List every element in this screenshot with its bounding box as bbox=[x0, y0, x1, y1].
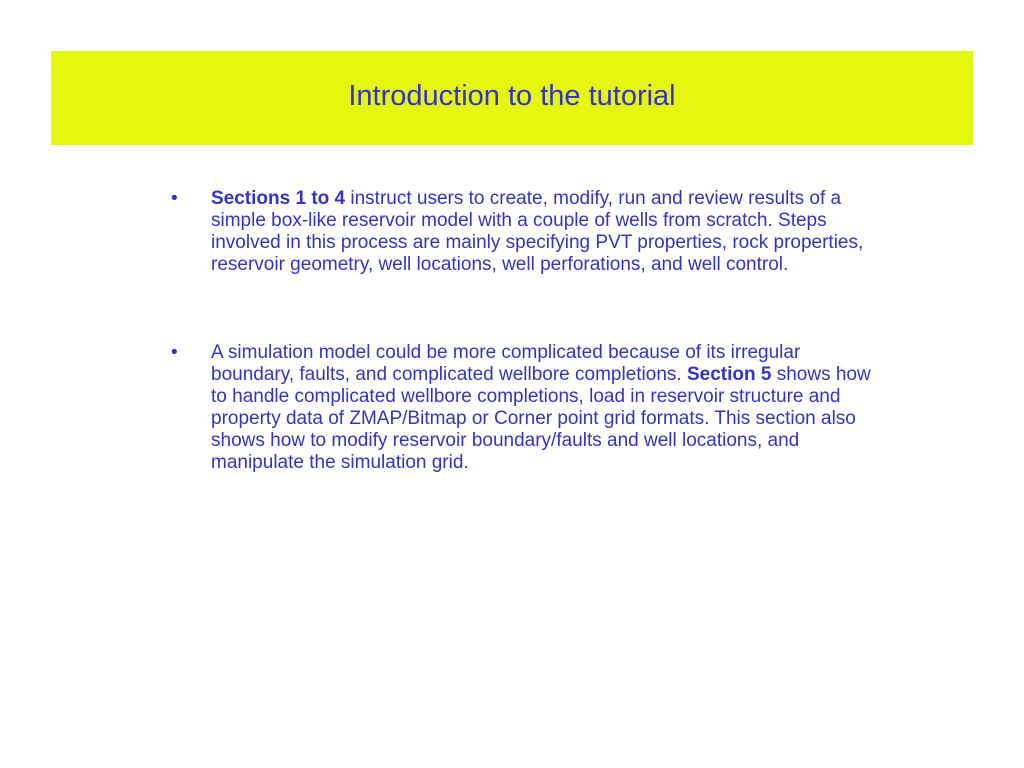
bullet-item-section-5 bbox=[168, 342, 888, 474]
bullet-text-after: shows how to handle complicated wellbore completions, load in reservoir structure and property data of ZMAP/Bitmap or Corner point grid formats. This section also shows how to modify reservoir boundary/faults and well locations, and manipulate the simulation grid. bbox=[211, 364, 871, 473]
slide-title: Introduction to the tutorial bbox=[348, 79, 676, 112]
title-band bbox=[51, 51, 973, 145]
bullet-text: instruct users to create, modify, run and review results of a simple box-like reservoir model with a couple of wells from scratch. Steps involved in this process are mainly specifying PVT properties, rock properties, reservoir geometry, well locations, well perforations, and well control. bbox=[211, 188, 864, 275]
bullet-dot-icon: • bbox=[171, 342, 178, 363]
bullet-bold-section-5: Section 5 bbox=[686, 364, 772, 385]
bullet-dot-icon: • bbox=[171, 188, 178, 209]
bullet-list bbox=[168, 188, 888, 474]
bullet-bold-lead: Sections 1 to 4 bbox=[211, 188, 346, 209]
bullet-text-before: A simulation model could be more complicated because of its irregular boundary, faults, and complicated wellbore completions. bbox=[211, 342, 801, 385]
bullet-item-sections-1-to-4 bbox=[168, 188, 888, 276]
